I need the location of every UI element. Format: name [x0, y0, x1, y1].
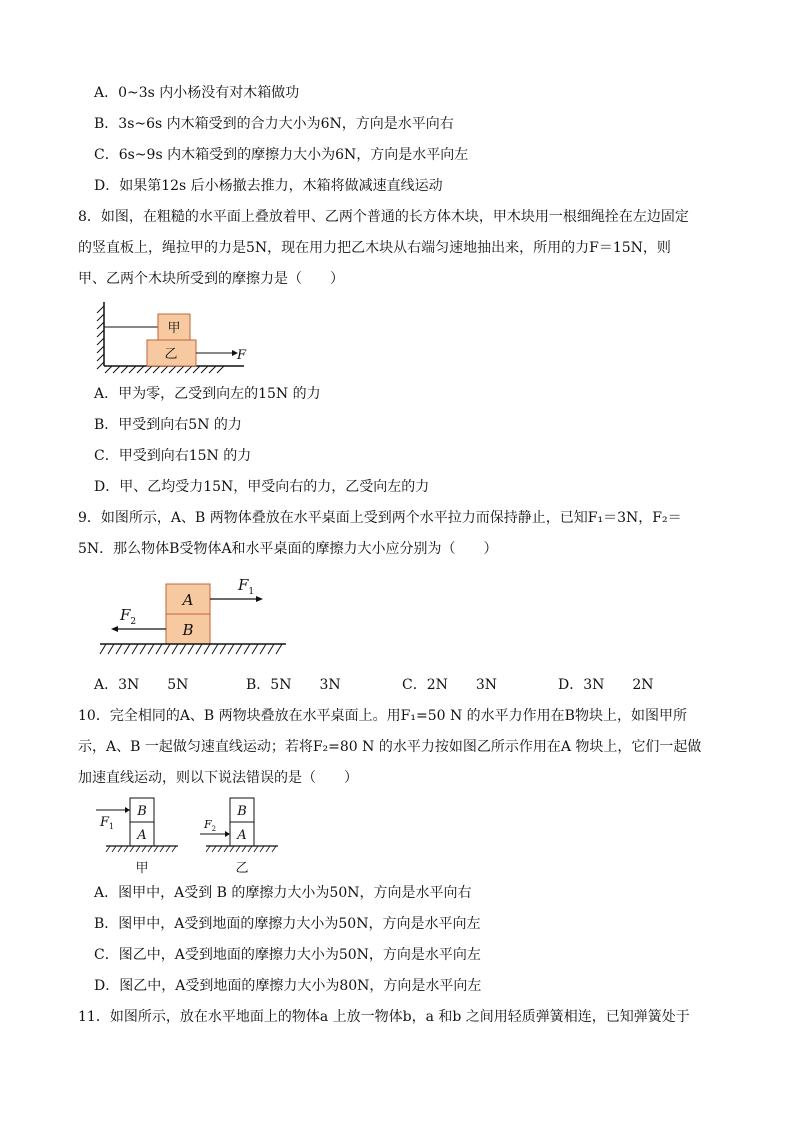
- q10-option-a: A．图甲中，A受到 B 的摩擦力大小为50N，方向是水平向右: [94, 885, 472, 901]
- q10-yi-block-b-label: B: [237, 804, 247, 819]
- q9-block-b-label: B: [182, 621, 194, 639]
- q8-option-b: B．甲受到向右5N 的力: [94, 417, 242, 433]
- q10-stem-line-2: 示，A、B 一起做匀速直线运动；若将F₂=80 N 的水平力按如图乙所示作用在A 物块上，它们一起做: [78, 739, 702, 755]
- q7-option-c: C．6s~9s 内木箱受到的摩擦力大小为6N，方向是水平向左: [94, 147, 469, 163]
- q8-block-jia-label: 甲: [167, 321, 181, 336]
- q11-stem-line-1: 11．如图所示，放在水平地面上的物体a 上放一物体b，a 和b 之间用轻质弹簧相连，已知弹簧处于: [78, 1009, 690, 1025]
- q10-option-b: B．图甲中，A受到地面的摩擦力大小为50N，方向是水平向左: [94, 916, 481, 932]
- q7-option-b: B．3s~6s 内木箱受到的合力大小为6N，方向是水平向右: [94, 116, 454, 132]
- q9-stem-line-1: 9．如图所示，A、B 两物体叠放在水平桌面上受到两个水平拉力而保持静止，已知F₁＝3N，F₂＝: [78, 510, 682, 526]
- q9-ground: [100, 644, 286, 654]
- q8-stem-line-3: 甲、乙两个木块所受到的摩擦力是（ ）: [78, 271, 344, 287]
- q9-figure: [96, 570, 296, 662]
- q9-options-row: [94, 675, 714, 695]
- q8-option-d: D．甲、乙均受力15N，甲受向右的力，乙受向左的力: [94, 479, 430, 495]
- q9-option-b: B．5N 3N: [246, 677, 341, 693]
- q10-yi-caption: 乙: [235, 861, 249, 876]
- q8-option-c: C．甲受到向右15N 的力: [94, 448, 252, 464]
- q9-force-f2-label: $F_2$: [120, 606, 137, 627]
- q10-jia-force-label: $F_1$: [100, 815, 115, 831]
- q10-option-d: D．图乙中，A受到地面的摩擦力大小为80N，方向是水平向左: [94, 978, 482, 994]
- q7-option-d: D．如果第12s 后小杨撤去推力，木箱将做减速直线运动: [94, 178, 443, 194]
- q9-stem-line-2: 5N．那么物体B受物体A和水平桌面的摩擦力大小应分别为（ ）: [78, 541, 498, 557]
- q10-stem-line-3: 加速直线运动，则以下说法错误的是（ ）: [78, 770, 358, 786]
- q8-stem-line-2: 的竖直板上，绳拉甲的力是5N，现在用力把乙木块从右端匀速地抽出来，所用的力F＝15N，则: [78, 240, 671, 256]
- q10-jia-block-a-label: A: [137, 828, 147, 843]
- q10-figure-yi: [200, 798, 278, 876]
- q8-stem-line-1: 8．如图，在粗糙的水平面上叠放着甲、乙两个普通的长方体木块，甲木块用一根细绳拴在左边固定: [78, 209, 689, 225]
- q9-option-c: C．2N 3N: [402, 677, 498, 693]
- q10-jia-block-b-label: B: [137, 804, 147, 819]
- q10-stem-line-1: 10．完全相同的A、B 两物块叠放在水平桌面上。用F₁=50 N 的水平力作用在B物块上，如图甲所: [78, 708, 687, 724]
- q10-yi-force-label: $F_2$: [204, 818, 217, 833]
- q10-figure: [92, 794, 292, 878]
- q9-option-d: D．3N 2N: [558, 677, 654, 693]
- q8-option-a: A．甲为零，乙受到向左的15N 的力: [94, 386, 321, 402]
- q10-jia-caption: 甲: [135, 861, 149, 876]
- q8-block-yi-label: 乙: [164, 347, 178, 362]
- q9-option-a: A．3N 5N: [94, 677, 189, 693]
- q7-option-a: A．0~3s 内小杨没有对木箱做功: [94, 85, 300, 101]
- q10-figure-jia: [96, 798, 178, 876]
- q8-force-label: F: [237, 348, 247, 363]
- q10-yi-block-a-label: A: [237, 828, 247, 843]
- q9-force-f1-label: $F_1$: [238, 576, 255, 597]
- q8-figure: [94, 298, 264, 378]
- q10-option-c: C．图乙中，A受到地面的摩擦力大小为50N，方向是水平向左: [94, 947, 481, 963]
- q9-block-a-label: A: [182, 591, 194, 609]
